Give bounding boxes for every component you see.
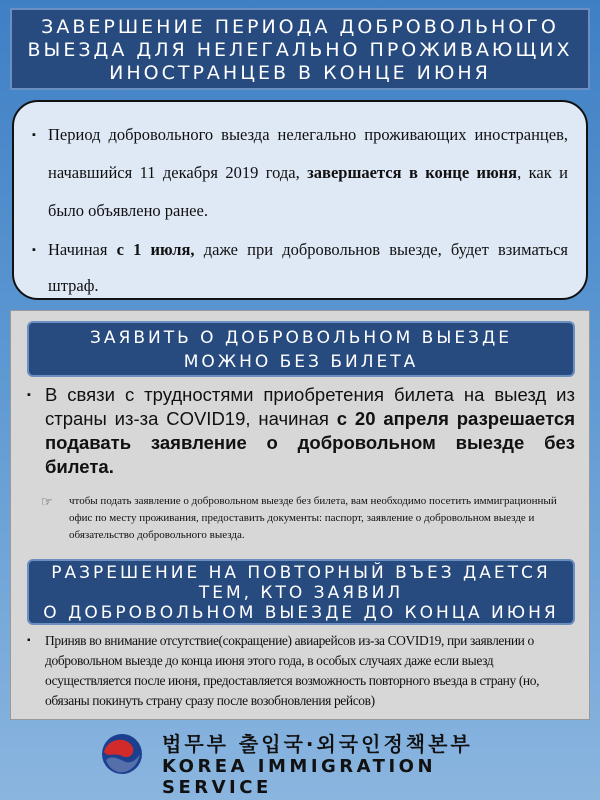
square-bullet-icon: ▪: [27, 635, 31, 646]
reentry-heading-line-1: РАЗРЕШЕНИЕ НА ПОВТОРНЫЙ ВЪЕЗ ДАЕТСЯ: [51, 563, 551, 583]
office-visit-note: [41, 493, 571, 544]
korean-agency-name: 법무부 출입국·외국인정책본부: [162, 732, 473, 756]
period-text: Период добровольного выезда нелегально проживающих иностранцев, начавшийся 11 декабря 2019 года,: [48, 125, 568, 182]
period-text-end: , как и было объявлено ранее.: [48, 163, 569, 220]
period-end-paragraph: [32, 116, 568, 230]
office-visit-note-text: чтобы подать заявление о добровольном выезде без билета, вам необходимо посетить иммиграционный офис по месту проживания, предоставить документы: паспорт, заявление о добровольном выезде и обязательство добровольного выезда.: [69, 495, 557, 541]
fine-text: Начиная: [48, 240, 117, 259]
square-bullet-icon: ▪: [32, 129, 36, 141]
no-ticket-heading: [27, 321, 575, 377]
reentry-text: Приняв во внимание отсутствие(сокращение) авиарейсов из-за COVID19, при заявлении о добровольном выезде до конца июня этого года, в особых случаях даже если выезд осуществляется после июня, предоставляется возможность повторного въезда в страну (но, обязаны покинуть страну сразу после возобновления рейсов): [45, 633, 540, 708]
square-bullet-icon: ▪: [27, 389, 31, 401]
title-line-3: ИНОСТРАНЦЕВ В КОНЦЕ ИЮНЯ: [109, 62, 491, 84]
title-line-2: ВЫЕЗДА ДЛЯ НЕЛЕГАЛЬНО ПРОЖИВАЮЩИХ: [27, 39, 573, 61]
no-ticket-emphasis: с 20 апреля разрешается подавать заявление о добровольном выезде без билета.: [45, 408, 576, 477]
english-agency-name: KOREA IMMIGRATION SERVICE: [162, 756, 437, 798]
square-bullet-icon: ▪: [32, 244, 36, 256]
voluntary-departure-card: [12, 100, 588, 300]
no-ticket-heading-line-1: ЗАЯВИТЬ О ДОБРОВОЛЬНОМ ВЫЕЗДЕ: [90, 328, 512, 348]
page-title: [10, 8, 590, 90]
no-ticket-text: В связи с трудностями приобретения билета на выезд из страны из-за COVID19, начиная: [45, 384, 575, 429]
no-ticket-paragraph: [27, 383, 575, 479]
reentry-heading-line-2: ТЕМ, КТО ЗАЯВИЛ: [198, 583, 404, 603]
fine-text-end: даже при добровольнов выезде, будет взиматься штраф.: [48, 240, 568, 295]
title-line-1: ЗАВЕРШЕНИЕ ПЕРИОДА ДОБРОВОЛЬНОГО: [41, 16, 559, 38]
fine-paragraph: [32, 232, 568, 304]
footer: [100, 728, 520, 798]
reentry-paragraph: [27, 631, 575, 711]
no-ticket-heading-line-2: МОЖНО БЕЗ БИЛЕТА: [183, 352, 419, 372]
period-end-emphasis: завершается в конце июня: [307, 163, 518, 182]
fine-date-emphasis: с 1 июля,: [116, 240, 195, 259]
pointing-hand-icon: ☞: [41, 494, 53, 509]
taegeuk-emblem-icon: [100, 732, 144, 776]
info-panel: [10, 310, 590, 720]
reentry-heading: [27, 559, 575, 625]
reentry-heading-line-3: О ДОБРОВОЛЬНОМ ВЫЕЗДЕ ДО КОНЦА ИЮНЯ: [43, 603, 559, 623]
